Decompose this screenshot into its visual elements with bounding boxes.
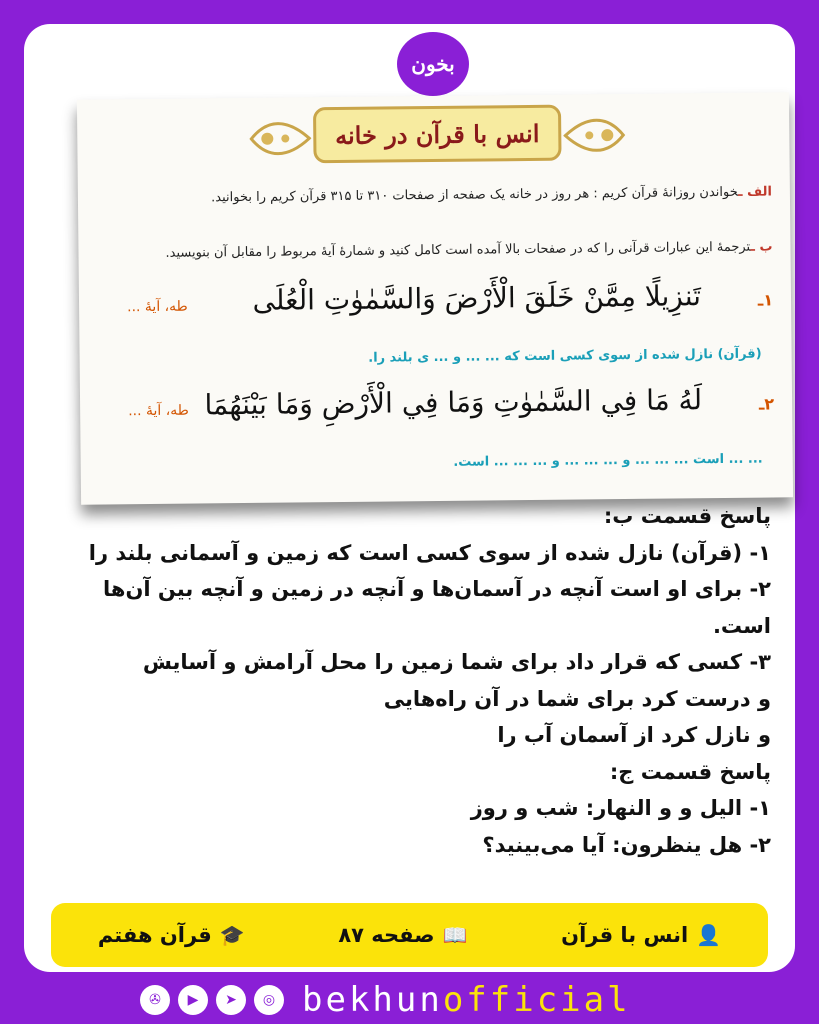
user-icon: 👤 bbox=[696, 923, 722, 947]
ayah1-translation: (قرآن) نازل شده از سوی کسی است که ... ... و ... ی بلند را. bbox=[368, 346, 762, 366]
graduation-cap-icon: 🎓 bbox=[219, 923, 245, 947]
ayah1-text: تَنزِيلًا مِمَّنْ خَلَقَ الْأَرْضَ وَالسَّمٰوٰتِ الْعُلَى bbox=[252, 279, 702, 317]
answer-c2: ۲- هل ینظرون: آیا می‌بینید؟ bbox=[482, 832, 771, 857]
ayah2-reference: طه، آیهٔ ... bbox=[128, 402, 189, 420]
instagram-icon[interactable]: ◎ bbox=[254, 985, 284, 1015]
ayah2-translation: ... ... است ... ... ... و ... ... ... و ... ... ... است. bbox=[453, 451, 763, 470]
footer-item-page: 📖 صفحه ۸۷ bbox=[338, 923, 468, 947]
footer-item-lesson: 👤 انس با قرآن bbox=[561, 923, 722, 947]
film-reel-icon[interactable]: ✇ bbox=[140, 985, 170, 1015]
answers-heading-c: پاسخ قسمت ج: bbox=[609, 759, 771, 784]
telegram-icon[interactable]: ➤ bbox=[216, 985, 246, 1015]
logo-text: بخون bbox=[411, 52, 455, 76]
youtube-icon[interactable]: ▶ bbox=[178, 985, 208, 1015]
brand-name: bekhunofficial bbox=[302, 980, 631, 1020]
brand-row bbox=[140, 978, 631, 1022]
banner-title: انس با قرآن در خانه bbox=[313, 105, 562, 164]
answer-b2: ۲- برای او است آنچه در آسمان‌ها و آنچه در زمین و آنچه بین آن‌ها است. bbox=[103, 577, 771, 638]
textbook-page-image bbox=[77, 92, 793, 504]
answer-c1: ۱- الیل و و النهار: شب و روز bbox=[470, 796, 771, 820]
bekhun-logo bbox=[397, 32, 469, 96]
ayah1-reference: طه، آیهٔ ... bbox=[126, 298, 188, 316]
answer-b3a: ۳- کسی که قرار داد برای شما زمین را محل آرامش و آسایش bbox=[142, 650, 771, 674]
footer-bar bbox=[51, 903, 768, 967]
instruction-alef: الف ـخواندن روزانهٔ قرآن کریم : هر روز در خانه یک صفحه از صفحات ۳۱۰ تا ۳۱۵ قرآن کریم را بخوانید. bbox=[211, 184, 772, 206]
answer-b3c: و نازل کرد از آسمان آب را bbox=[497, 723, 771, 747]
footer-item-grade: 🎓 قرآن هفتم bbox=[97, 923, 245, 947]
book-icon: 📖 bbox=[442, 923, 468, 947]
answers-text bbox=[41, 498, 771, 863]
ayah2-number: ۲ـ bbox=[758, 394, 775, 414]
page-banner bbox=[247, 100, 628, 170]
answers-heading-b: پاسخ قسمت ب: bbox=[603, 504, 771, 528]
answer-b3b: و درست کرد برای شما در آن راه‌هایی bbox=[383, 686, 771, 711]
instruction-be: ب ـترجمهٔ این عبارات قرآنی را که در صفحات بالا آمده است کامل کنید و شمارهٔ آیهٔ مربوط را مقابل آن بنویسید. bbox=[165, 239, 773, 261]
ayah2-text: لَهُ مَا فِي السَّمٰوٰتِ وَمَا فِي الْأَرْضِ وَمَا بَيْنَهُمَا bbox=[204, 383, 703, 422]
ornament-left-icon bbox=[247, 113, 312, 164]
ornament-right-icon bbox=[563, 110, 628, 161]
answer-b1: ۱- (قرآن) نازل شده از سوی کسی است که زمین و آسمانی بلند را bbox=[88, 540, 771, 565]
ayah1-number: ۱ـ bbox=[757, 290, 774, 310]
